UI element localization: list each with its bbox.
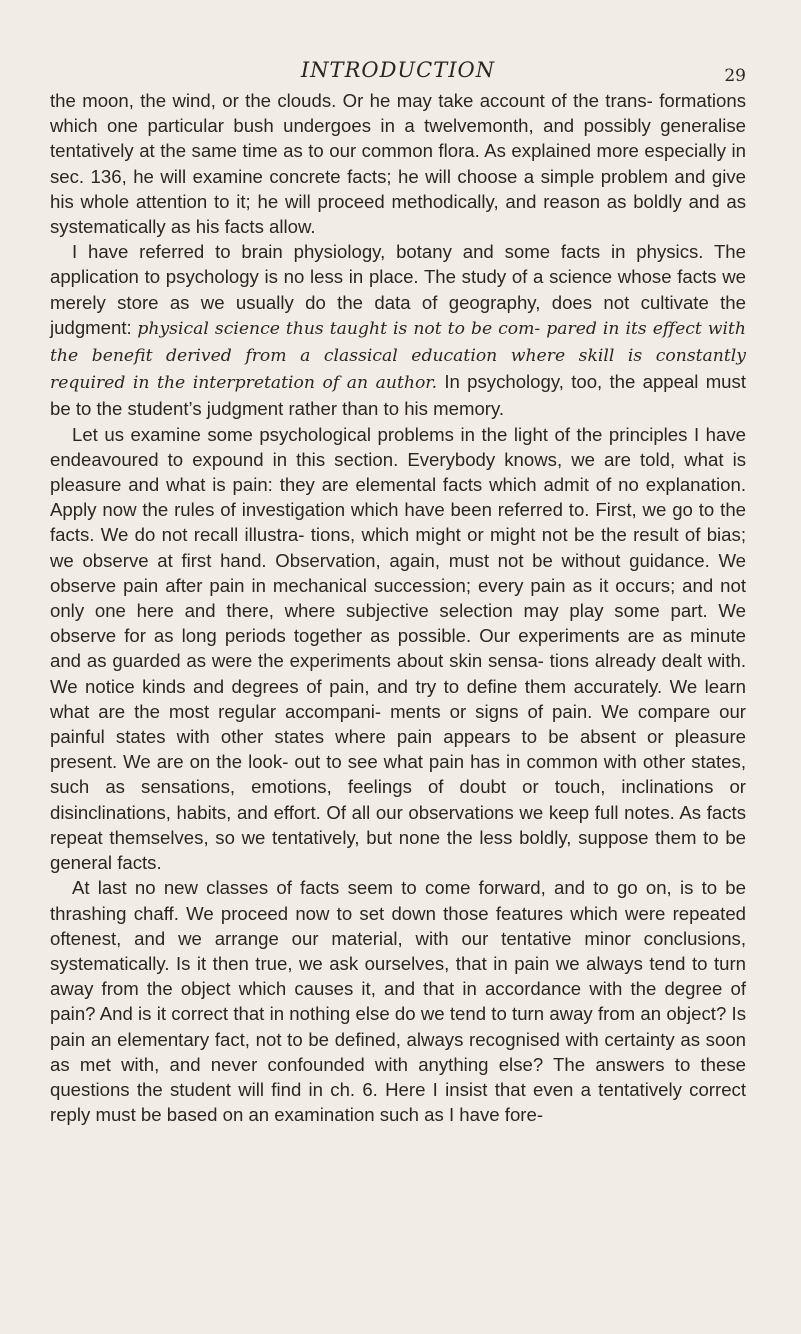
paragraph-2-text-before: I have referred to brain physiology, botany and some facts in physics. The application to psychology is no less in place. The study of a science whose facts we merely store as we usually do the data of geography, does not cultivate the judgment:	[50, 241, 746, 338]
paragraph-2-italic-quote: physical science thus taught is not to be com- pared in its effect with the benefit derived from a classical education where skill is constantly required in the interpretation of an author.	[50, 318, 746, 394]
paragraph-2	[50, 239, 746, 421]
paragraph-2-text-after: In psychology, too, the appeal must be to the student’s judgment rather than to his memory.	[50, 371, 746, 420]
paragraph-4: At last no new classes of facts seem to come forward, and to go on, is to be thrashing chaff. We proceed now to set down those features which were repeated oftenest, and we arrange our material, with our tentative minor conclusions, systematically. Is it then true, we ask ourselves, that in pain we always tend to turn away from the object which causes it, and that in accordance with the degree of pain? And is it correct that in nothing else do we tend to turn away from an object? Is pain an elementary fact, not to be defined, always recognised with certainty as soon as met with, and never confounded with anything else? The answers to these questions the student will find in ch. 6. Here I insist that even a tentatively correct reply must be based on an examination such as I have fore-	[50, 877, 746, 1126]
page-header	[50, 58, 746, 90]
paragraph-3: Let us examine some psychological problems in the light of the principles I have endeavoured to expound in this section. Everybody knows, we are told, what is pleasure and what is pain: they are elemental facts which admit of no explanation. Apply now the rules of investigation which have been referred to. First, we go to the facts. We do not recall illustra- tions, which might or might not be the result of bias; we observe at first hand. Observation, again, must not be without guidance. We observe pain after pain in mechanical succession; every pain as it occurs; and not only one here and there, where subjective selection may play some part. We observe for as long periods together as possible. Our experiments are as minute and as guarded as were the experiments about skin sensa- tions already dealt with. We notice kinds and degrees of pain, and try to define them accurately. We learn what are the most regular accompani- ments or signs of pain. We compare our painful states with other states where pain appears to be absent or pleasure present. We are on the look- out to see what pain has in common with other states, such as sensations, emotions, feelings of doubt or touch, inclinations or disinclinations, habits, and effort. Of all our observations we keep full notes. As facts repeat themselves, so we tentatively, but none the less boldly, suppose them to be general facts.	[50, 423, 746, 874]
paragraph-1: the moon, the wind, or the clouds. Or he may take account of the trans- formations which one particular bush undergoes in a twelvemonth, and possibly generalise tentatively at the same time as to our common flora. As explained more especially in sec. 136, he will examine concrete facts; he will choose a simple problem and give his whole attention to it; he will proceed methodically, and reason as boldly and as systematically as his facts allow.	[50, 90, 746, 238]
running-head: INTRODUCTION	[300, 58, 496, 82]
page-number: 29	[724, 66, 746, 86]
body-text	[50, 88, 746, 1127]
